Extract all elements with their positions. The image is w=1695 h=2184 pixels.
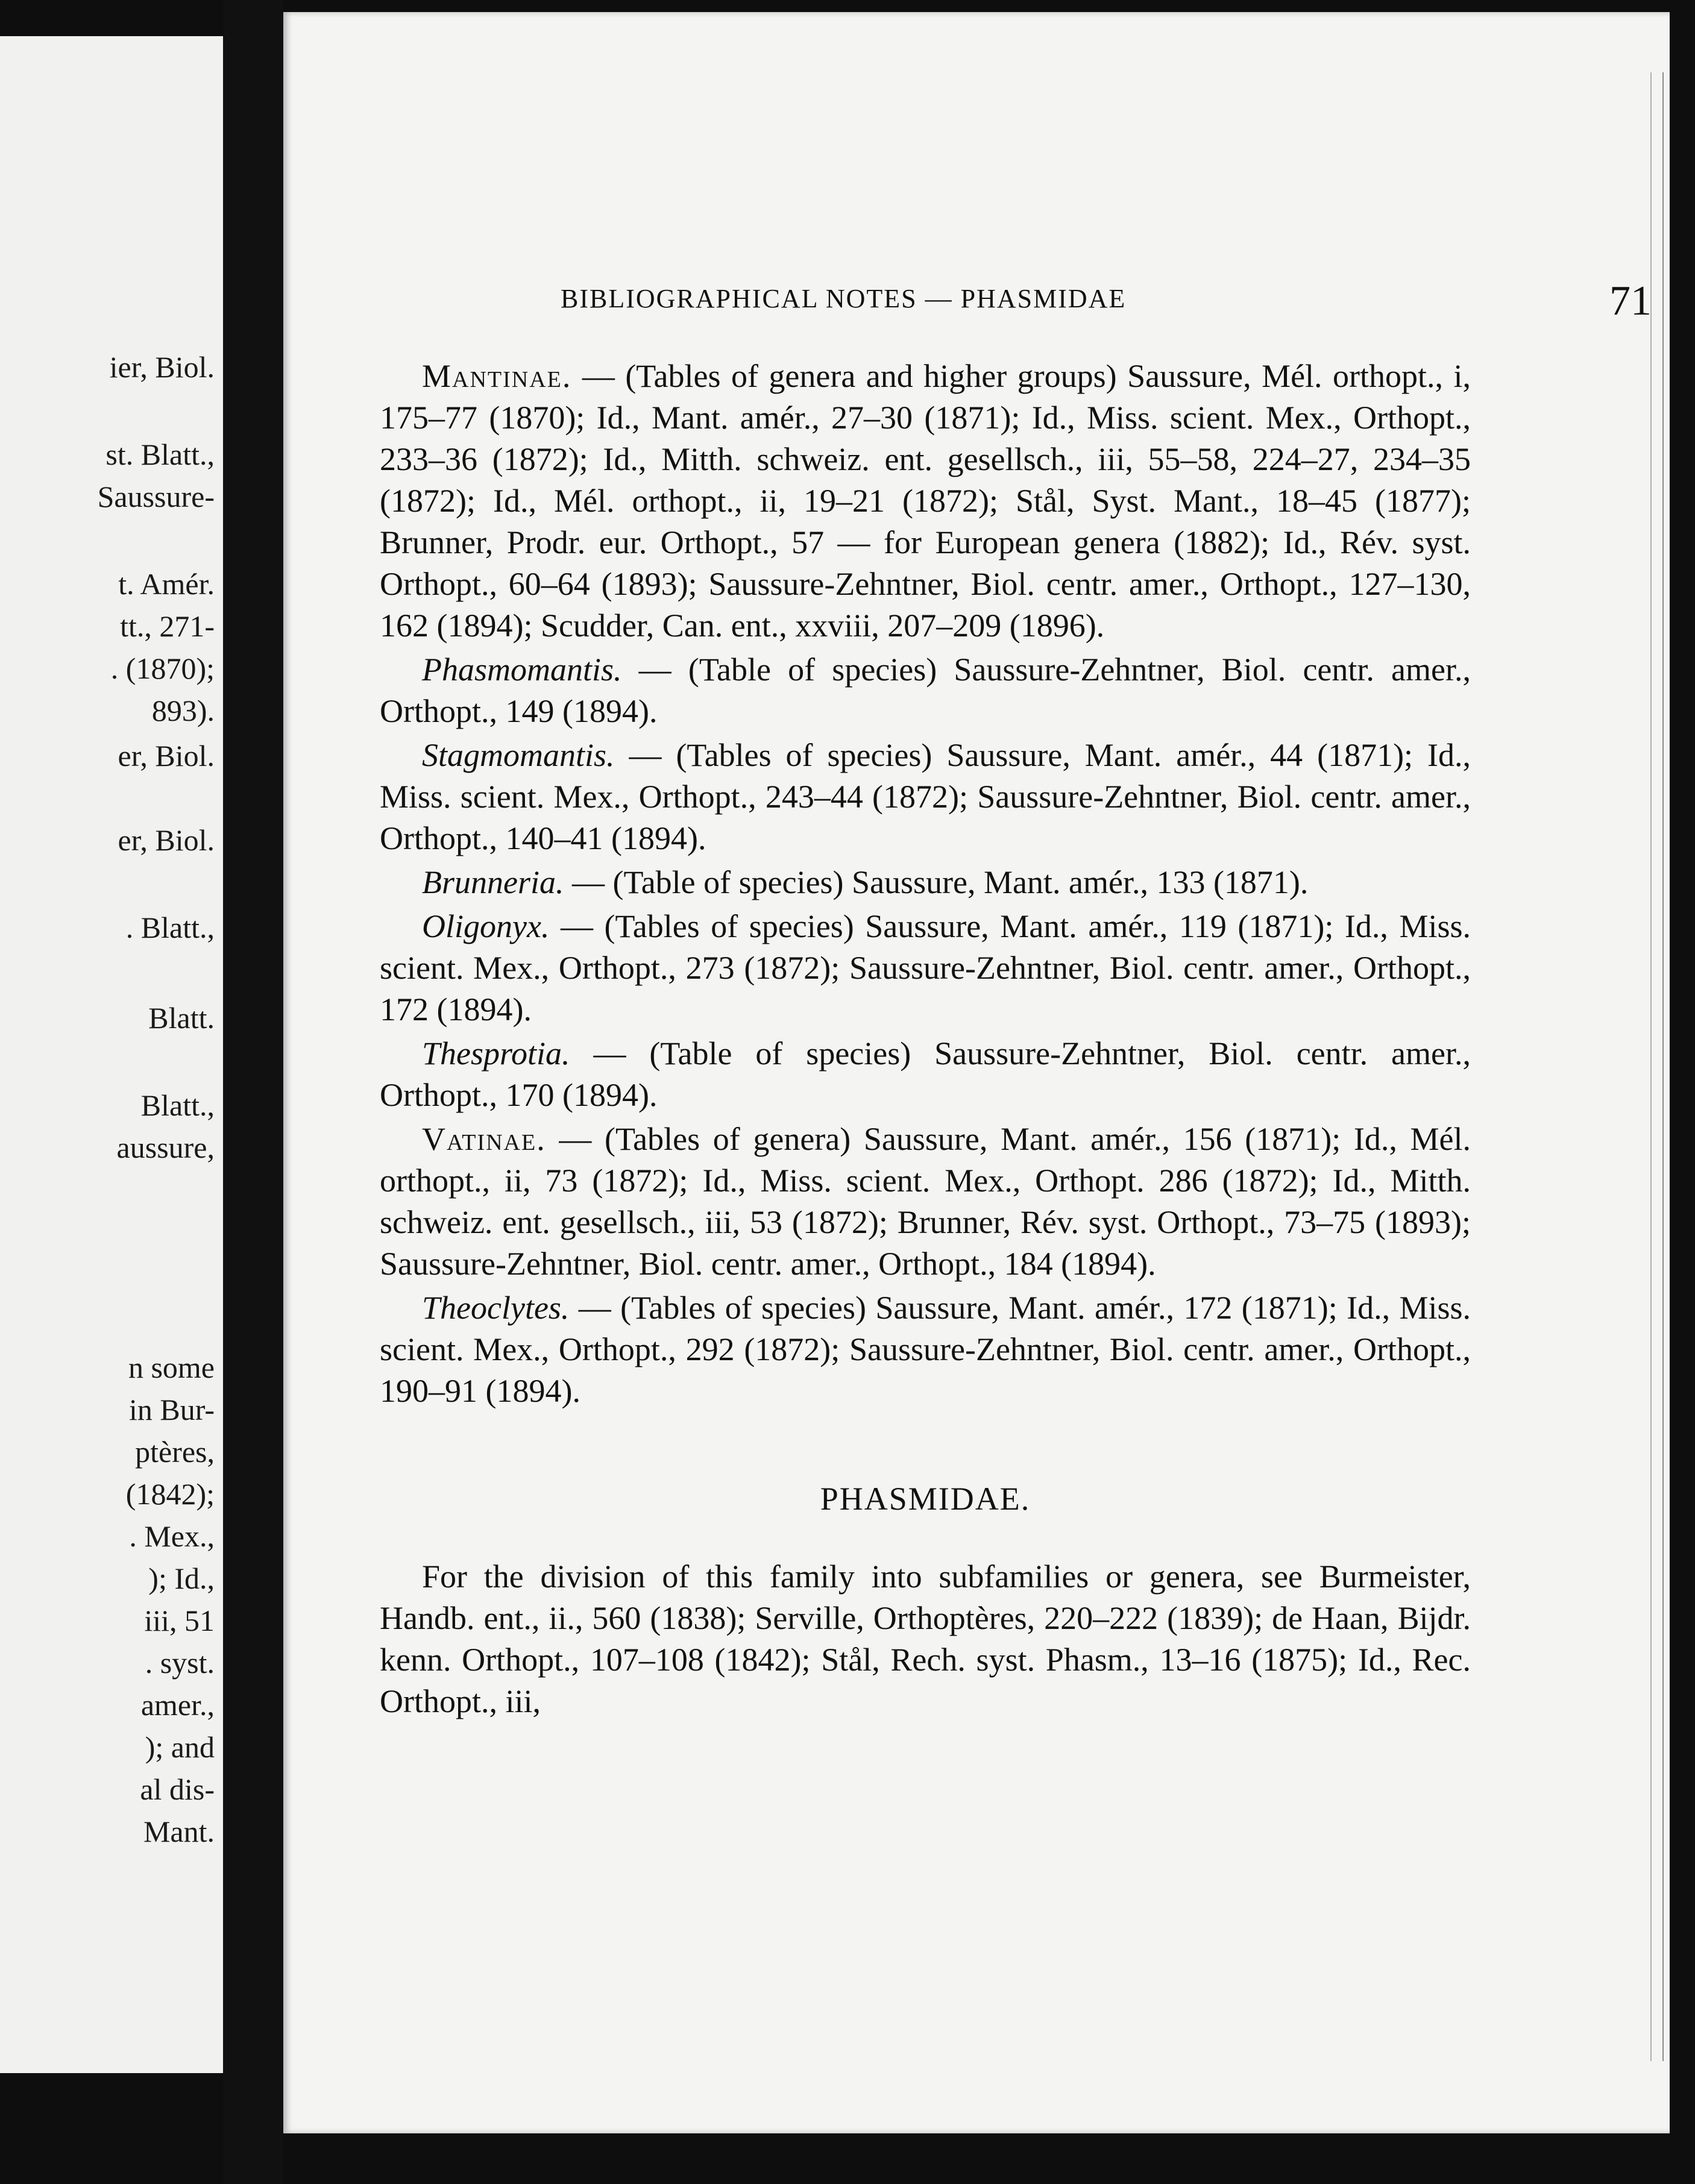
page-header	[561, 277, 1652, 325]
facing-page-line: n some	[128, 1351, 215, 1384]
running-head: BIBLIOGRAPHICAL NOTES — PHASMIDAE	[561, 284, 1127, 313]
page-edge	[1650, 72, 1664, 2061]
entry-lead: Mantinae.	[422, 358, 572, 394]
facing-page-line: . (1870);	[110, 651, 215, 685]
entry-text: — (Table of species) Saussure, Mant. amér., 133 (1871).	[564, 864, 1309, 900]
facing-page-line: (1842);	[125, 1477, 215, 1511]
entry-text: — (Table of species) Saussure-Zehntner, Biol. centr. amer., Orthopt., 149 (1894).	[380, 651, 1471, 729]
entry-lead: Brunneria.	[422, 864, 564, 900]
bib-entry-vatinae	[380, 1119, 1471, 1285]
entry-lead: Stagmomantis.	[422, 737, 615, 773]
bib-entry-brunneria	[380, 862, 1471, 903]
entry-text: — (Table of species) Saussure-Zehntner, Biol. centr. amer., Orthopt., 170 (1894).	[380, 1035, 1471, 1113]
facing-page-line: . Mex.,	[129, 1519, 215, 1553]
facing-page-line: t. Amér.	[118, 567, 215, 601]
entry-text: — (Tables of genera and higher groups) Saussure, Mél. orthopt., i, 175–77 (1870); Id., Mant. amér., 27–30 (1871); Id., Miss. scient. Mex., Orthopt., 233–36 (1872); Id., Mitth. schweiz. ent. gesellsch., iii, 55–58, 224–27, 234–35 (1872); Id., Mél. orthopt., ii, 19–21 (1872); Stål, Syst. Mant., 18–45 (1877); Brunner, Prodr. eur. Orthopt., 57 — for European genera (1882); Id., Rév. syst. Orthopt., 60–64 (1893); Saussure-Zehntner, Biol. centr. amer., Orthopt., 127–130, 162 (1894); Scudder, Can. ent., xxviii, 207–209 (1896).	[380, 358, 1471, 644]
bib-entry-oligonyx	[380, 906, 1471, 1031]
facing-page-line: ); Id.,	[148, 1561, 215, 1595]
entry-text: — (Tables of species) Saussure, Mant. amér., 119 (1871); Id., Miss. scient. Mex., Orthopt., 273 (1872); Saussure-Zehntner, Biol. centr. amer., Orthopt., 172 (1894).	[380, 908, 1471, 1028]
page-body	[380, 356, 1471, 1725]
facing-page-line: in Bur-	[128, 1393, 215, 1426]
page-number: 71	[1609, 278, 1652, 324]
facing-page-line: Saussure-	[97, 480, 215, 513]
entry-text: — (Tables of genera) Saussure, Mant. amér., 156 (1871); Id., Mél. orthopt., ii, 73 (1872); Id., Miss. scient. Mex., Orthopt. 286 (1872); Id., Mitth. schweiz. ent. gesellsch., iii, 53 (1872); Brunner, Rév. syst. Orthopt., 73–75 (1893); Saussure-Zehntner, Biol. centr. amer., Orthopt., 184 (1894).	[380, 1121, 1471, 1282]
facing-page-fragment	[0, 36, 223, 2073]
facing-page-line: Blatt.	[148, 1001, 215, 1035]
facing-page-line: er, Biol.	[118, 739, 215, 773]
entry-text: — (Tables of species) Saussure, Mant. amér., 172 (1871); Id., Miss. scient. Mex., Orthopt., 292 (1872); Saussure-Zehntner, Biol. centr. amer., Orthopt., 190–91 (1894).	[380, 1290, 1471, 1409]
facing-page-line: st. Blatt.,	[105, 438, 215, 471]
facing-page-line: 893).	[151, 694, 215, 727]
entry-lead: Vatinae.	[422, 1121, 546, 1157]
bib-entry-stagmomantis	[380, 735, 1471, 859]
main-page	[283, 12, 1670, 2133]
facing-page-line: . Blatt.,	[125, 911, 215, 944]
section-paragraph: For the division of this family into subfamilies or genera, see Burmeister, Handb. ent., ii., 560 (1838); Serville, Orthoptères, 220–222 (1839); de Haan, Bijdr. kenn. Orthopt., 107–108 (1842); Stål, Rech. syst. Phasm., 13–16 (1875); Id., Rec. Orthopt., iii,	[380, 1558, 1471, 1719]
facing-page-line: . syst.	[145, 1646, 215, 1680]
facing-page-line: Blatt.,	[140, 1088, 215, 1122]
facing-page-line: tt., 271-	[120, 609, 215, 643]
facing-page-line: ptères,	[135, 1435, 215, 1469]
facing-page-line: al dis-	[140, 1772, 215, 1806]
facing-page-line: iii, 51	[144, 1604, 215, 1637]
facing-page-line: Mant.	[143, 1815, 215, 1848]
section-heading: PHASMIDAE.	[820, 1481, 1031, 1517]
facing-page-line: ); and	[145, 1730, 215, 1764]
book-gutter	[223, 0, 283, 2184]
entry-text: — (Tables of species) Saussure, Mant. amér., 44 (1871); Id., Miss. scient. Mex., Orthopt., 243–44 (1872); Saussure-Zehntner, Biol. centr. amer., Orthopt., 140–41 (1894).	[380, 737, 1471, 856]
entry-lead: Thesprotia.	[422, 1035, 570, 1072]
entry-lead: Theoclytes.	[422, 1290, 570, 1326]
facing-page-line: amer.,	[140, 1688, 215, 1722]
bib-entry-thesprotia	[380, 1033, 1471, 1116]
entry-lead: Phasmomantis.	[422, 651, 622, 688]
facing-page-line: ier, Biol.	[109, 350, 215, 384]
facing-page-line: er, Biol.	[118, 823, 215, 857]
bib-entry-theoclytes	[380, 1287, 1471, 1412]
bib-entry-phasmomantis	[380, 649, 1471, 732]
bib-entry-mantinae	[380, 356, 1471, 647]
entry-lead: Oligonyx.	[422, 908, 550, 944]
facing-page-line: aussure,	[116, 1131, 215, 1164]
